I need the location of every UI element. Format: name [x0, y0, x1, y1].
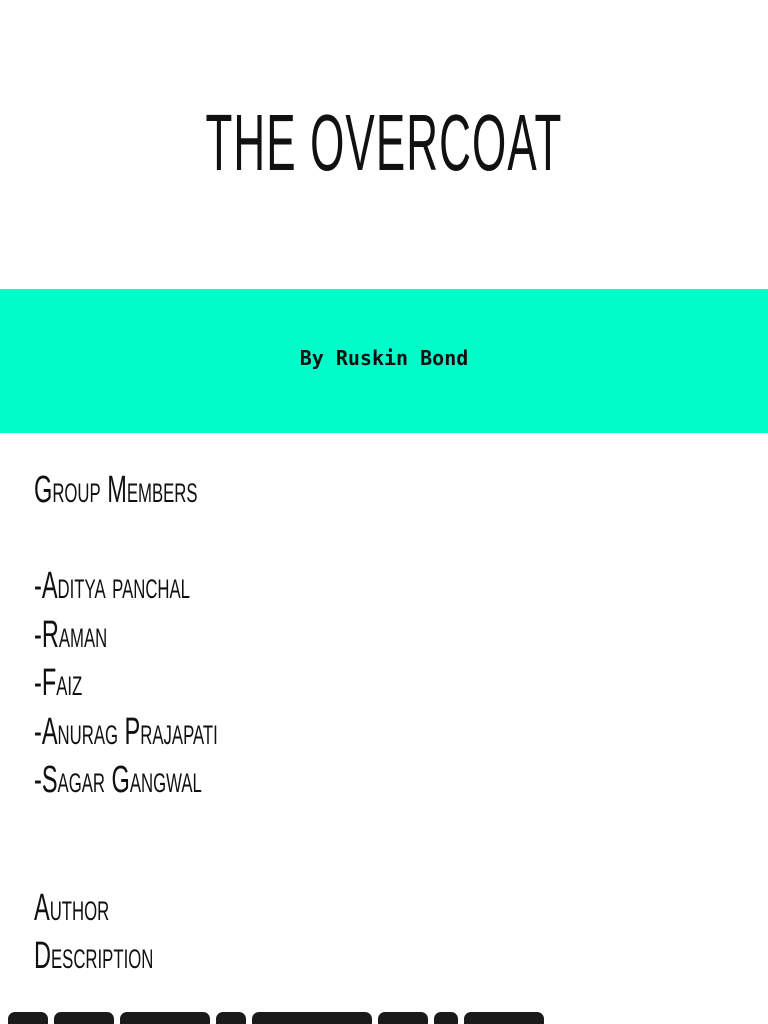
author-heading-line: Author: [34, 887, 110, 929]
author-heading-line: Description: [34, 935, 154, 977]
cutoff-glyph-run: [378, 1012, 428, 1024]
group-members-heading: Group Members: [34, 469, 198, 511]
subtitle-band: [0, 289, 768, 433]
cutoff-glyph-run: [54, 1012, 114, 1024]
member-item: -Sagar Gangwal: [34, 759, 202, 801]
member-item: -Aditya panchal: [34, 565, 190, 607]
cutoff-glyph-run: [216, 1012, 246, 1024]
member-item: -Faiz: [34, 662, 83, 704]
cutoff-glyph-run: [252, 1012, 372, 1024]
cutoff-glyph-run: [120, 1012, 210, 1024]
members-list: [34, 562, 218, 805]
cutoff-glyph-run: [8, 1012, 48, 1024]
cutoff-glyph-run: [434, 1012, 458, 1024]
cutoff-glyph-run: [464, 1012, 544, 1024]
document-title: THE OVERCOAT: [205, 98, 563, 187]
author-description-heading: [34, 884, 153, 980]
author-byline: By Ruskin Bond: [299, 346, 469, 370]
member-item: -Raman: [34, 613, 108, 656]
cutoff-text-line: [8, 1012, 628, 1024]
member-item: -Anurag Prajapati: [34, 710, 218, 753]
